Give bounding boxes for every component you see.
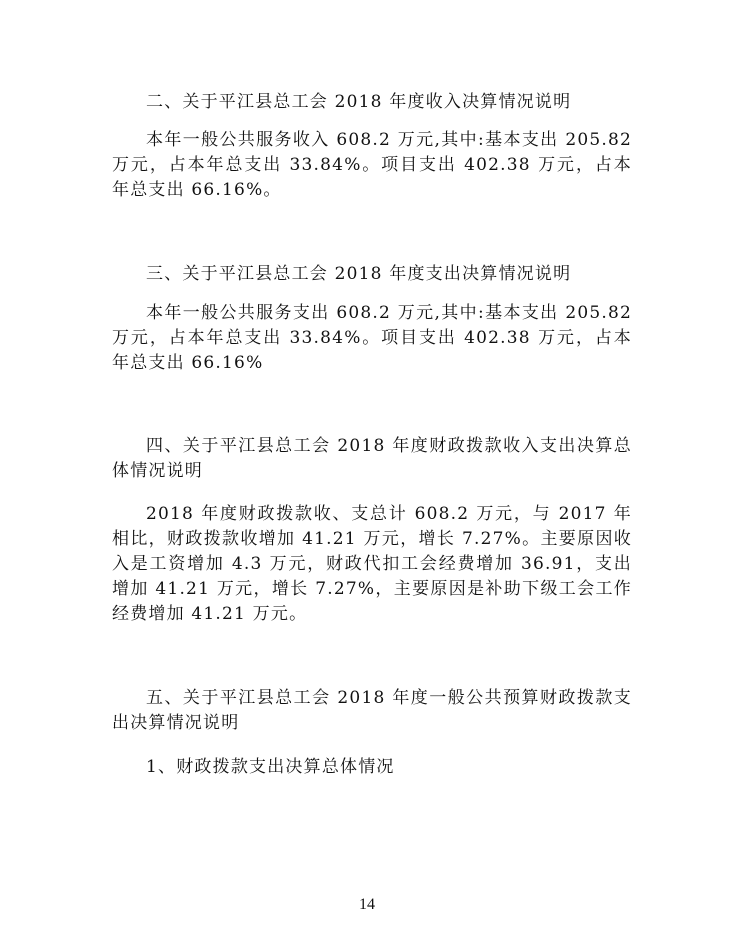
section-5-heading: 五、关于平江县总工会 2018 年度一般公共预算财政拨款支出决算情况说明	[112, 688, 632, 733]
section-2-heading: 二、关于平江县总工会 2018 年度收入决算情况说明	[146, 92, 572, 112]
section-3-heading: 三、关于平江县总工会 2018 年度支出决算情况说明	[146, 264, 572, 284]
section-4-body: 2018 年度财政拨款收、支总计 608.2 万元，与 2017 年相比，财政拨款收增加 41.21 万元，增长 7.27%。主要原因收入是工资增加 4.3 万元，财政代扣工会经费增加 36.91，支出增加 41.21 万元，增长 7.27%，主要原因是补助下级工会工作经费增加 41.21 万元。	[112, 504, 632, 624]
page-number: 14	[359, 896, 375, 913]
section-4-heading: 四、关于平江县总工会 2018 年度财政拨款收入支出决算总体情况说明	[112, 436, 632, 481]
section-3-body: 本年一般公共服务支出 608.2 万元,其中:基本支出 205.82 万元，占本年总支出 33.84%。项目支出 402.38 万元，占本年总支出 66.16%	[112, 303, 632, 373]
section-2-body: 本年一般公共服务收入 608.2 万元,其中:基本支出 205.82 万元，占本年总支出 33.84%。项目支出 402.38 万元，占本年总支出 66.16%。	[112, 130, 632, 200]
section-5-subheading: 1、财政拨款支出决算总体情况	[146, 757, 395, 777]
